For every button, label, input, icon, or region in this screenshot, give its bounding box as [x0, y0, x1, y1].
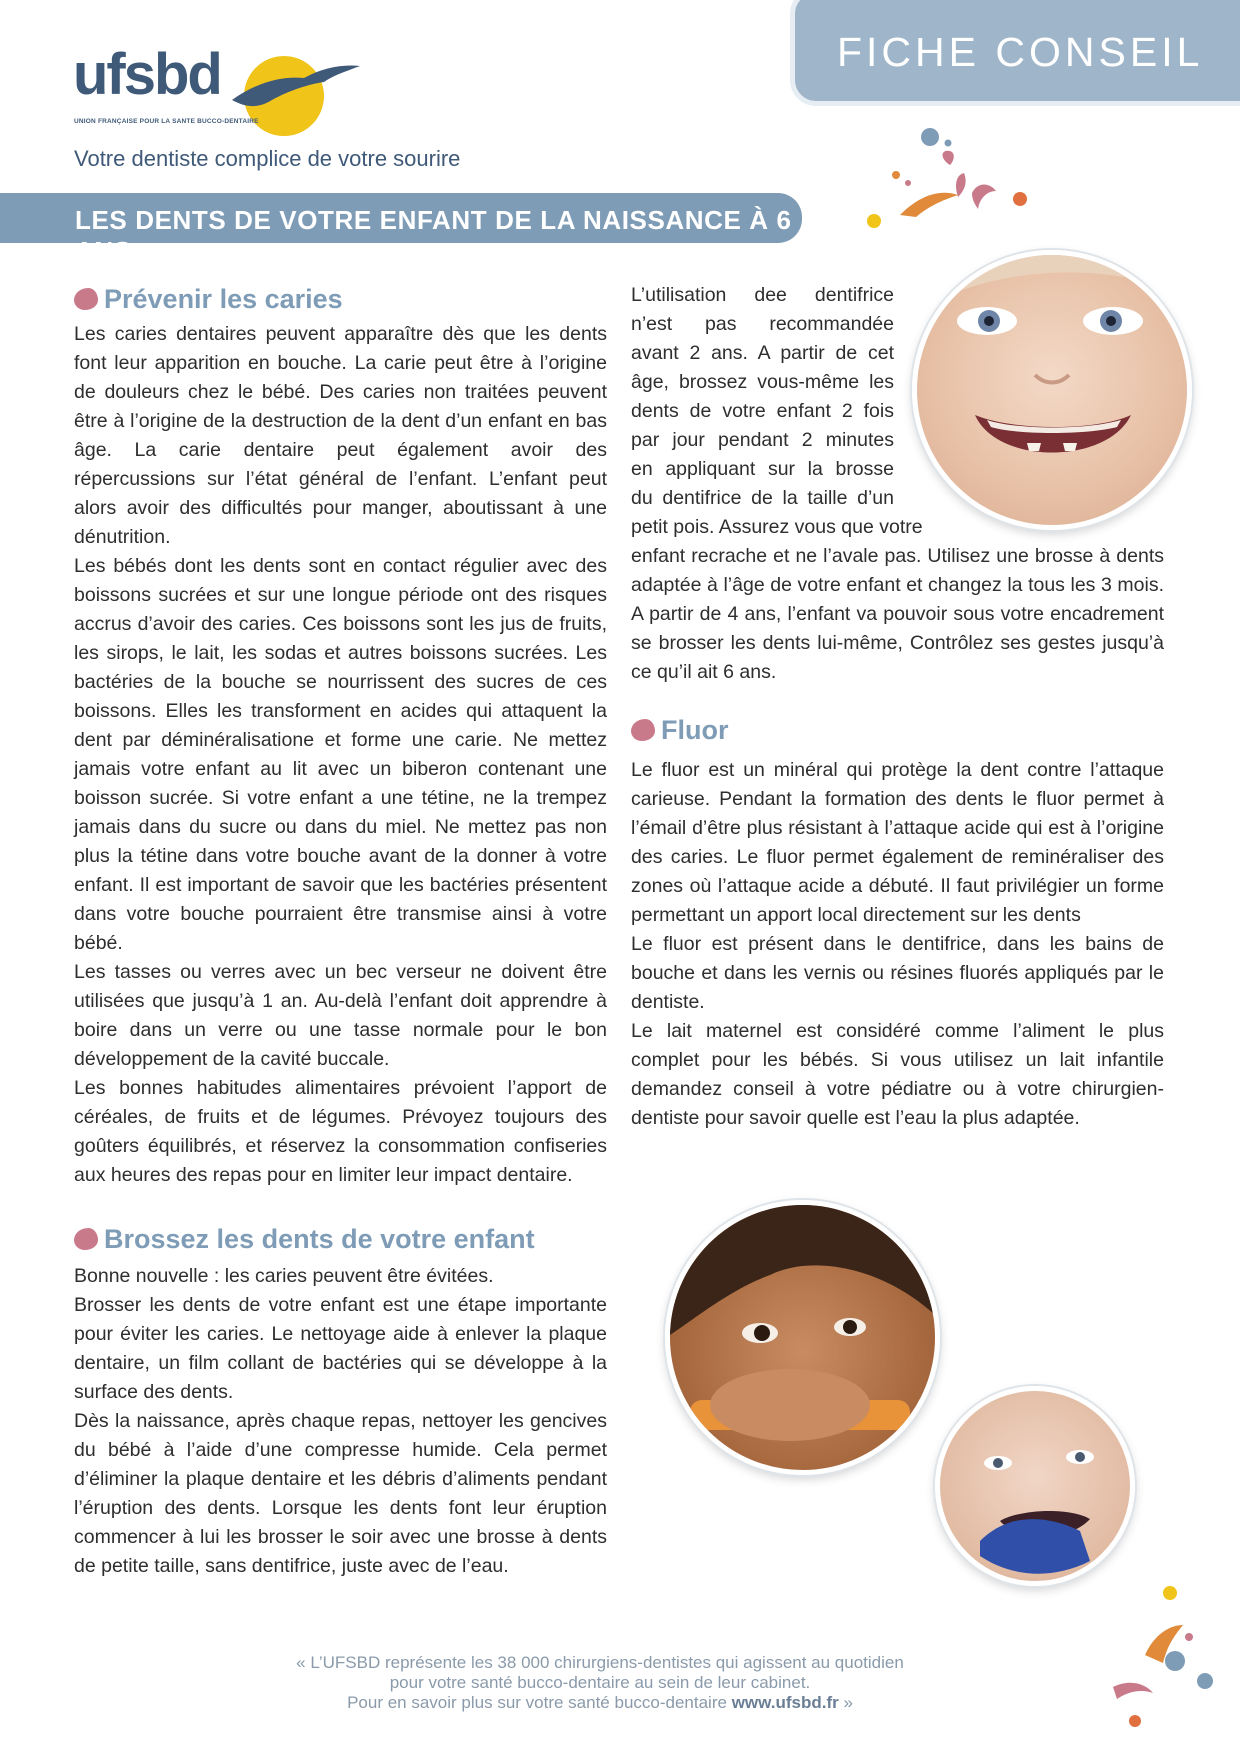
banner-title: LES DENTS DE VOTRE ENFANT DE LA NAISSANCE À 6 ANS — [75, 205, 792, 266]
footer-line: « L’UFSBD représente les 38 000 chirurgiens-dentistes qui agissent au quotidien — [296, 1653, 904, 1672]
paragraph: Brosser les dents de votre enfant est une étape importante pour éviter les caries. Le nettoyage aide à enlever la plaque dentaire, un film collant de bactéries qui se développe à la surface des dents. — [74, 1294, 607, 1403]
baby-teether-icon — [940, 1391, 1130, 1581]
baby-face-icon — [917, 255, 1187, 525]
text-line: n’est pas recommandée — [631, 313, 894, 335]
paragraph: Le lait maternel est considéré comme l’aliment le plus complet pour les bébés. Si vous utilisez un lait infantile demandez conseil à votre pédiatre ou à votre chirurgien-dentiste pour savoir quelle est l’eau la plus adaptée. — [631, 1020, 1164, 1129]
fiche-conseil-tab — [790, 0, 1240, 106]
paragraph: Les bonnes habitudes alimentaires prévoient l’apport de céréales, de fruits et de légumes. Prévoyez toujours des goûters équilibrés, et réservez la consommation confiseries aux heures des repas pour en limiter leur impact dentaire. — [74, 1077, 607, 1186]
paragraph: Les bébés dont les dents sont en contact régulier avec des boissons sucrées et sur une longue période ont des risques accrus d’avoir des caries. Ces boissons sont les jus de fruits, les sirops, le lait, les sodas et autres boissons sucrées. Les bactéries de la bouche se nourrissent des sucres de ces boissons. Elles les transforment en acides qui attaquent la dent par déminéralisatione et forme une carie. Ne mettez jamais votre enfant au lit avec un biberon contenant une boisson sucrée. Si votre enfant a une tétine, ne la trempez jamais dans du sucre ou dans du miel. Ne mettez pas non plus la tétine dans votre bouche avant de la donner à votre enfant. Il est important de savoir que les bactéries présentent dans votre bouche pourraient être transmise ainsi à votre bébé. — [74, 555, 607, 954]
footer-line: pour votre santé bucco-dentaire au sein de leur cabinet. — [389, 1673, 811, 1692]
child-face-icon — [670, 1205, 935, 1470]
fiche-conseil-label: FICHE CONSEIL — [837, 29, 1204, 75]
text-line: âge, brossez vous-même les — [631, 371, 894, 393]
decorative-splash-bottom-icon — [1105, 1585, 1230, 1735]
logo-wordmark: ufsbd — [73, 42, 221, 107]
decorative-splash-icon — [860, 125, 1040, 235]
fluor-text — [631, 756, 1164, 1133]
text-line: en appliquant sur la brosse — [631, 458, 894, 480]
text-line: par jour pendant 2 minutes — [631, 429, 894, 451]
heading-prevenir-caries: Prévenir les caries — [74, 284, 343, 315]
paragraph: Le fluor est présent dans le dentifrice, dans les bains de bouche et dans les vernis ou résines fluorés appliqués par le dentiste. — [631, 933, 1164, 1013]
text-line: dents de votre enfant 2 fois — [631, 400, 894, 422]
text-line: petit pois. Assurez vous que votre — [631, 516, 923, 538]
bullet-blob-icon — [74, 1228, 98, 1250]
paragraph: Les tasses ou verres avec un bec verseur ne doivent être utilisées que jusqu’à 1 an. Au-delà l’enfant doit apprendre à boire dans un verre ou une tasse normale pour le bon développement de la cavité buccale. — [74, 961, 607, 1070]
paragraph: enfant recrache et ne l’avale pas. Utilisez une brosse à dents adaptée à l’âge de votre enfant et changez la tous les 3 mois. A partir de 4 ans, l’enfant va pouvoir sous votre encadrement se brosser les dents lui-même, Contrôlez ses gestes jusqu’à ce qu’il ait 6 ans. — [631, 545, 1164, 683]
caries-text — [74, 320, 607, 1190]
footer — [200, 1653, 1000, 1713]
paragraph: Bonne nouvelle : les caries peuvent être évitées. — [74, 1265, 494, 1287]
text-line: du dentifrice de la taille d’un — [631, 487, 894, 509]
heading-fluor: Fluor — [631, 715, 729, 746]
heading-brossez-dents: Brossez les dents de votre enfant — [74, 1224, 535, 1255]
bullet-blob-icon — [74, 288, 98, 310]
paragraph: Les caries dentaires peuvent apparaître dès que les dents font leur apparition en bouche. La carie peut être à l’origine de douleurs chez le bébé. Des caries non traitées peuvent être à l’origine de la destruction de la dent d’un enfant en bas âge. La carie dentaire peut également avoir des répercussions sur l’état général de l’enfant. L’enfant peut alors avoir des difficultés pour manger, aboutissant à une dénutrition. — [74, 323, 607, 548]
child-eating-photo — [665, 1200, 940, 1475]
tagline: Votre dentiste complice de votre sourire — [74, 146, 461, 171]
text-line: L’utilisation dee dentifrice — [631, 284, 894, 306]
title-banner — [0, 193, 802, 266]
footer-line: Pour en savoir plus sur votre santé bucco-dentaire www.ufsbd.fr » — [347, 1693, 853, 1712]
bullet-blob-icon — [631, 719, 655, 741]
baby-teether-photo — [935, 1386, 1135, 1586]
logo-subtitle: UNION FRANÇAISE POUR LA SANTE BUCCO-DENTAIRE — [74, 118, 259, 125]
baby-smiling-photo — [912, 250, 1192, 530]
paragraph: Dès la naissance, après chaque repas, nettoyer les gencives du bébé à l’aide d’une compresse humide. Cela permet d’éliminer la plaque dentaire et les débris d’aliments pendant l’éruption des dents. Lorsque les dents font leur éruption commencer à lui les brosser le soir avec une brosse à dents de petite taille, sans dentifrice, juste avec de l’eau. — [74, 1410, 607, 1577]
dentifrice-text — [631, 542, 1164, 687]
text-line: avant 2 ans. A partir de cet — [631, 342, 894, 364]
brossage-text — [74, 1262, 607, 1581]
paragraph: Le fluor est un minéral qui protège la dent contre l’attaque carieuse. Pendant la formation des dents le fluor permet à l’émail d’être plus résistant à l’attaque acide qui est à l’origine des caries. Le fluor permet également de reminéraliser des zones où l’attaque acide a débuté. Il faut privilégier un forme permettant un apport local directement sur les dents — [631, 759, 1164, 926]
website-link[interactable]: www.ufsbd.fr — [731, 1693, 839, 1712]
logo-bird-icon — [232, 60, 360, 120]
dentifrice-narrow-text — [631, 281, 923, 542]
